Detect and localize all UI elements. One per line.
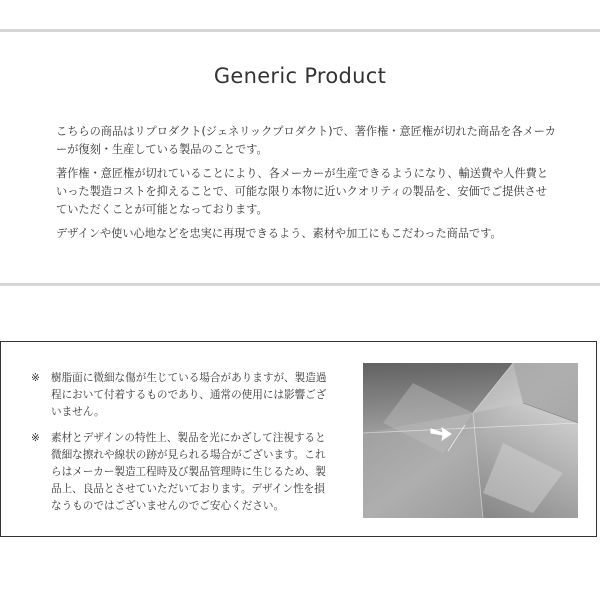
intro-paragraph-1: こちらの商品はリプロダクト(ジェネリックプロダクト)で、著作権・意匠権が切れた商品を各メーカーが復刻・生産している製品のことです。 xyxy=(56,125,556,156)
note-text: 樹脂面に微細な傷が生じている場合がありますが、製造過程において付着するものであり、通常の使用には影響ございません。 xyxy=(51,372,327,418)
acrylic-surface-image xyxy=(363,363,578,518)
intro-paragraph-2: 著作権・意匠権が切れていることにより、各メーカーが生産できるようになり、輸送費や人件費といった製造コストを抑えることで、可能な限り本物に近いクオリティの製品を、安価でご提供させていただくことが可能となっております。 xyxy=(56,167,549,216)
notice-box xyxy=(0,341,597,537)
intro-paragraph-3: デザインや使い心地などを忠実に再現できるよう、素材や加工にもこだわった商品です。 xyxy=(56,227,502,240)
page-title: Generic Product xyxy=(213,64,387,88)
note-item xyxy=(31,370,331,421)
middle-divider xyxy=(0,283,600,286)
note-text: 素材とデザインの特性上、製品を光にかざして注視すると微細な擦れや線状の跡が見られる場合がございます。これらはメーカー製造工程時及び製品管理時に生じるため、製品上、良品とさせていただいております。デザイン性を損なうものではございませんのでご安心ください。 xyxy=(51,432,326,512)
note-item xyxy=(31,430,331,515)
note-mark: ※ xyxy=(31,372,40,384)
product-detail-photo xyxy=(363,363,578,518)
note-mark: ※ xyxy=(31,432,40,444)
top-divider xyxy=(0,29,600,32)
